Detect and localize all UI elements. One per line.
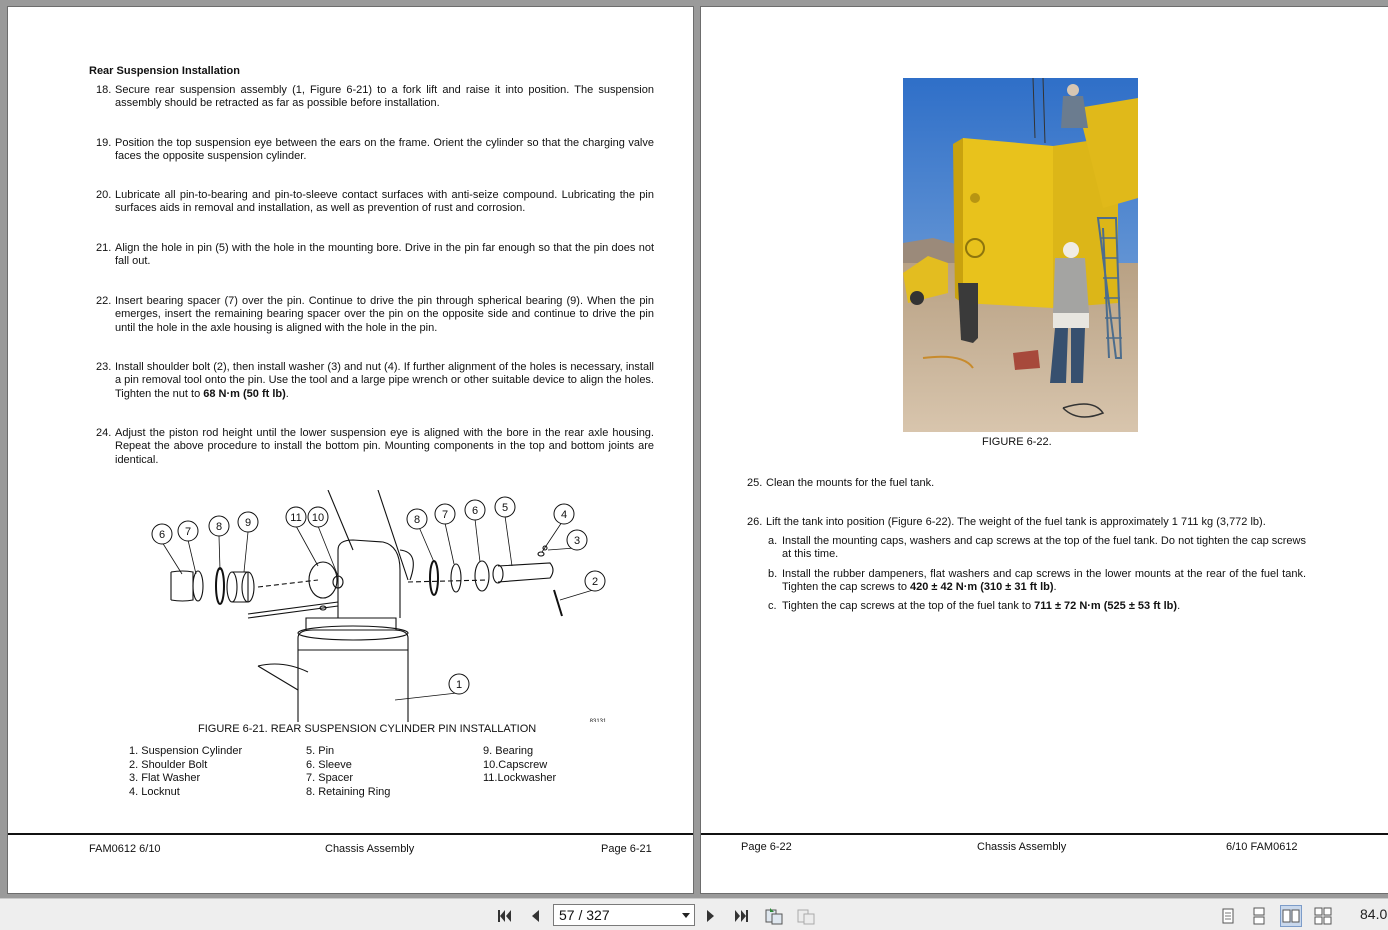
substep-text-part: .: [1053, 581, 1057, 594]
svg-text:7: 7: [184, 526, 192, 538]
callout-1: [449, 674, 469, 694]
svg-text:2: 2: [591, 576, 599, 588]
legend-item: 7. Spacer: [306, 772, 354, 784]
step-number: 21.: [96, 242, 112, 254]
legend-item: 1. Suspension Cylinder: [129, 745, 243, 757]
substep-text: Install the mounting caps, washers and cap screws at the top of the fuel tank. Do not tighten the cap screws at this time.: [782, 535, 1306, 561]
svg-text:7: 7: [441, 509, 449, 521]
footer-page-number: Page 6-22: [741, 841, 792, 853]
prev-view-icon: [764, 906, 784, 926]
svg-text:1: 1: [455, 679, 463, 691]
callout-8: [407, 509, 427, 529]
torque-spec: 420 ± 42 N·m (310 ± 31 ft lb): [910, 581, 1054, 594]
previous-view-button[interactable]: [763, 905, 785, 927]
step-text: Position the top suspension eye between the ears on the frame. Orient the cylinder so that the charging valve faces the opposite suspension cylinder.: [115, 137, 654, 163]
callout-3: [567, 530, 587, 550]
section-title: Rear Suspension Installation: [89, 65, 240, 77]
footer-page-number: Page 6-21: [601, 843, 652, 855]
continuous-icon: [1250, 907, 1268, 925]
step-text: Lift the tank into position (Figure 6-22). The weight of the fuel tank is approximately 1 711 kg (3,772 lb).: [766, 516, 1266, 528]
callout-5: [495, 497, 515, 517]
step-text: Lubricate all pin-to-bearing and pin-to-sleeve contact surfaces with anti-seize compound. Lubricating the pin surfaces aids in removal and installation, as well as prevention of rust and corrosion.: [115, 189, 654, 215]
figure-6-21-caption: FIGURE 6-21. REAR SUSPENSION CYLINDER PIN INSTALLATION: [198, 723, 537, 735]
substep-letter: a.: [768, 535, 778, 547]
step-22: [96, 295, 654, 335]
substep-text: [768, 600, 1306, 613]
step-25: [747, 477, 1307, 490]
next-view-button[interactable]: [795, 905, 817, 927]
footer-doc-id: 6/10 FAM0612: [1226, 841, 1298, 853]
svg-text:9: 9: [244, 517, 252, 529]
callout-11: [286, 507, 306, 527]
step-text: [96, 361, 654, 401]
two-page-continuous-view-button[interactable]: [1312, 905, 1334, 927]
svg-text:11: 11: [290, 512, 302, 524]
svg-text:3: 3: [573, 535, 581, 547]
torque-spec: 711 ± 72 N·m (525 ± 53 ft lb): [1034, 600, 1178, 612]
continuous-view-button[interactable]: [1248, 905, 1270, 927]
footer-chapter: Chassis Assembly: [977, 841, 1067, 853]
callout-2: [585, 571, 605, 591]
legend-column-1: [129, 745, 242, 799]
figure-6-22-caption: FIGURE 6-22.: [982, 436, 1052, 448]
step-text: Secure rear suspension assembly (1, Figure 6-21) to a fork lift and raise it into position. The suspension assembly should be retracted as far as possible before installation.: [115, 84, 654, 110]
svg-text:5: 5: [501, 502, 509, 514]
viewer-toolbar: [0, 898, 1388, 930]
step-18: [96, 84, 654, 111]
two-page-continuous-icon: [1314, 907, 1332, 925]
step-20: [96, 189, 654, 216]
svg-text:8: 8: [413, 514, 421, 526]
substep-a: [768, 535, 1306, 562]
callout-7: [435, 504, 455, 524]
callout-6: [152, 524, 172, 544]
svg-text:6: 6: [158, 529, 166, 541]
prev-page-icon: [526, 907, 544, 925]
footer-doc-id: FAM0612 6/10: [89, 843, 161, 855]
page-6-21: [7, 6, 694, 894]
page-number-select[interactable]: [553, 904, 695, 926]
svg-text:4: 4: [560, 509, 568, 521]
step-26: [747, 516, 1307, 529]
legend-item: 11.Lockwasher: [483, 772, 557, 784]
fuel-tank-photo-image: [903, 78, 1138, 432]
next-page-icon: [702, 907, 720, 925]
next-page-button[interactable]: [700, 905, 722, 927]
page-6-22: [700, 6, 1388, 894]
substep-letter: c.: [768, 600, 777, 612]
legend-item: 5. Pin: [306, 745, 335, 757]
legend-item: 2. Shoulder Bolt: [129, 758, 208, 771]
substep-text-part: .: [1177, 600, 1181, 612]
legend-column-3: [483, 745, 556, 786]
step-text: Adjust the piston rod height until the lower suspension eye is aligned with the bore in the rear axle housing. Repeat the above procedure to install the bottom pin. Mounting components in the top and bottom joints are identical.: [115, 427, 654, 466]
step-text-part: Install shoulder bolt (2), then install washer (3) and nut (4). If further alignment of the holes is necessary, install a pin removal tool onto the pin. Use the tool and a large pipe wrench or other suitable device to align the holes. Tighten the nut to: [115, 361, 654, 400]
step-text-part: .: [285, 387, 289, 400]
step-number: 18.: [96, 84, 112, 96]
callout-7: [178, 521, 198, 541]
svg-text:6: 6: [471, 505, 479, 517]
substep-letter: b.: [768, 568, 778, 580]
step-23: [96, 361, 654, 401]
legend-item: 3. Flat Washer: [129, 772, 201, 784]
last-page-icon: [732, 907, 750, 925]
legend-item: 6. Sleeve: [306, 758, 352, 771]
footer-rule: [8, 833, 693, 835]
prev-page-button[interactable]: [524, 905, 546, 927]
step-text: Clean the mounts for the fuel tank.: [766, 477, 935, 489]
step-number: 19.: [96, 137, 112, 149]
two-page-view-button[interactable]: [1280, 905, 1302, 927]
svg-text:10: 10: [311, 512, 325, 524]
single-page-view-button[interactable]: [1217, 905, 1239, 927]
step-21: [96, 242, 654, 269]
step-number: 26.: [747, 516, 763, 528]
legend-item: 9. Bearing: [483, 745, 534, 757]
fuel-tank-lift-photo: [903, 78, 1138, 432]
last-page-button[interactable]: [730, 905, 752, 927]
substep-b: [768, 568, 1306, 595]
substep-c: [768, 600, 1306, 613]
step-number: 20.: [96, 189, 112, 201]
substep-text-part: Tighten the cap screws at the top of the fuel tank to: [782, 600, 1035, 612]
legend-item: 4. Locknut: [129, 785, 180, 798]
figure-code: 83131: [589, 719, 607, 722]
single-page-icon: [1219, 907, 1237, 925]
substep-text: [768, 568, 1306, 595]
legend-item: 8. Retaining Ring: [306, 785, 391, 798]
callout-8: [209, 516, 229, 536]
callout-9: [238, 512, 258, 532]
callout-10: [308, 507, 328, 527]
svg-text:8: 8: [215, 521, 223, 533]
first-page-icon: [496, 907, 514, 925]
footer-chapter: Chassis Assembly: [325, 843, 415, 855]
step-text: Insert bearing spacer (7) over the pin. Continue to drive the pin through spherical bearing (9). When the pin emerges, insert the remaining bearing spacer over the pin on the opposite side and continue to drive the pin until the hole in the axle housing is aligned with the hole in the pin.: [115, 295, 654, 334]
page-indicator: 57 / 327: [559, 907, 610, 923]
pin-installation-diagram: [138, 490, 618, 722]
callout-4: [554, 504, 574, 524]
two-page-icon: [1282, 907, 1300, 925]
step-19: [96, 137, 654, 164]
step-number: 25.: [747, 477, 763, 489]
step-24: [96, 427, 654, 467]
zoom-level[interactable]: 84.0: [1360, 906, 1388, 922]
legend-item: 10.Capscrew: [483, 758, 548, 771]
chevron-down-icon: [682, 913, 690, 918]
callout-6: [465, 500, 485, 520]
step-number: 23.: [96, 361, 112, 373]
substep-text-part: Install the rubber dampeners, flat washers and cap screws in the lower mounts at the rear of the fuel tank. Tighten the cap screws to: [782, 568, 1306, 594]
footer-rule: [701, 833, 1388, 835]
first-page-button[interactable]: [494, 905, 516, 927]
step-number: 24.: [96, 427, 112, 439]
legend-column-2: [306, 745, 390, 799]
step-text: Align the hole in pin (5) with the hole in the mounting bore. Drive in the pin far enough so that the pin does not fall out.: [115, 242, 654, 268]
next-view-icon: [796, 906, 816, 926]
torque-spec: 68 N·m (50 ft lb): [203, 387, 286, 400]
step-number: 22.: [96, 295, 112, 307]
